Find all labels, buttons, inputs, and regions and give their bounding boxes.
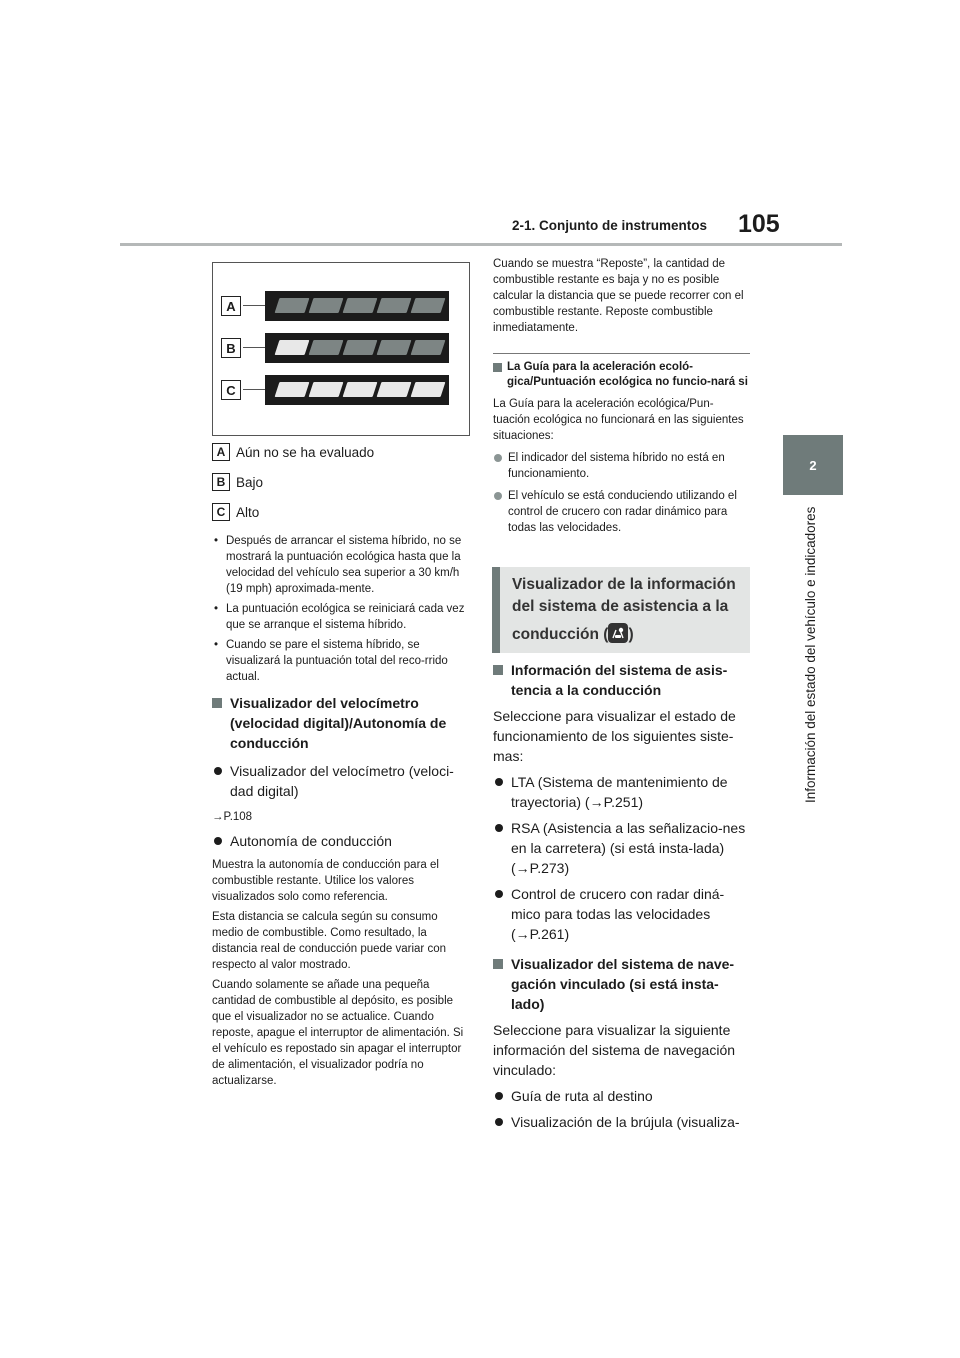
eco-score-figure <box>212 262 470 436</box>
eco-score-segment <box>377 340 412 355</box>
eco-score-segment <box>377 382 412 397</box>
section-heading-box <box>492 567 750 653</box>
right-column-eco <box>493 360 750 536</box>
paragraph-nav: Seleccione para visualizar la siguiente información del sistema de navegación vinculado: <box>493 1022 736 1078</box>
eco-score-segment <box>343 340 378 355</box>
nav-item: Visualización de la brújula (visualiza- <box>493 1112 750 1132</box>
eco-score-segment <box>343 382 378 397</box>
heading-nav: Visualizador del sistema de nave-gación vinculado (si está insta-lado) <box>493 954 750 1014</box>
eco-score-segment <box>309 298 344 313</box>
eco-score-segment <box>343 298 378 313</box>
paragraph-refuel: Cuando se muestra “Reposte”, la cantidad de combustible restante es baja y no es posible calcular la distancia que se puede recorrer con el combustible restante. Reposte combustible inmediatamente. <box>493 258 744 334</box>
left-column <box>212 533 466 1089</box>
nav-item: Guía de ruta al destino <box>493 1086 750 1106</box>
eco-score-bar-b <box>265 333 449 363</box>
item-range: Autonomía de conducción <box>212 831 466 851</box>
eco-score-segment <box>309 382 344 397</box>
eco-score-bar-c <box>265 375 449 405</box>
eco-item: El indicador del sistema híbrido no está en funcionamiento. <box>493 450 750 482</box>
item-speedometer: Visualizador del velocímetro (veloci-dad digital) <box>212 761 466 801</box>
legend-item-b <box>212 473 263 491</box>
legend-text-c: Alto <box>236 504 260 520</box>
chapter-tab: 2 <box>783 435 843 495</box>
figure-label-b: B <box>221 338 241 358</box>
legend-box-a: A <box>212 443 230 461</box>
driving-assist-icon <box>608 623 628 643</box>
legend-box-b: B <box>212 473 230 491</box>
eco-score-segment <box>411 298 446 313</box>
eco-score-segment <box>275 382 310 397</box>
figure-leader-line <box>243 347 267 348</box>
heading-eco: La Guía para la aceleración ecoló-gica/Puntuación ecológica no funcio-nará si <box>493 360 750 390</box>
legend-text-b: Bajo <box>236 474 264 490</box>
note-bullet: • Cuando se pare el sistema híbrido, se visualizará la puntuación total del reco-rrido actual. <box>212 637 466 685</box>
paragraph-range-2: Esta distancia se calcula según su consumo medio de combustible. Como resultado, la distancia real de conducción puede variar con respecto al valor mostrado. <box>212 911 446 971</box>
paragraph-eco: La Guía para la aceleración ecológica/Pun-tuación ecológica no funcionará en las siguientes situaciones: <box>493 398 744 442</box>
eco-score-segment <box>275 298 310 313</box>
figure-label-a: A <box>221 296 241 316</box>
eco-score-segment <box>411 340 446 355</box>
heading-assist: Información del sistema de asis-tencia a la conducción <box>493 660 750 700</box>
section-heading-line2: del sistema de asistencia a la <box>512 598 729 615</box>
assist-item: Control de crucero con radar diná-mico para todas las velocidades (→P.261) <box>493 884 750 944</box>
note-bullet: • Después de arrancar el sistema híbrido, no se mostrará la puntuación ecológica hasta que la velocidad del vehículo sea superior a 30 km/h (19 mph) aproximada-mente. <box>212 533 466 597</box>
legend-item-c <box>212 503 259 521</box>
eco-score-bar-a <box>265 291 449 321</box>
assist-item: RSA (Asistencia a las señalizacio-nes en la carretera) (si está insta-lada) (→P.273) <box>493 818 750 878</box>
section-heading-line3-close: ) <box>628 626 634 643</box>
right-column-assist <box>493 660 750 1132</box>
section-heading-line1: Visualizador de la información <box>512 576 736 593</box>
eco-score-segment <box>377 298 412 313</box>
legend-item-a <box>212 443 374 461</box>
figure-label-c: C <box>221 380 241 400</box>
eco-score-segment <box>275 340 310 355</box>
legend-text-a: Aún no se ha evaluado <box>236 444 375 460</box>
chapter-vertical-title <box>801 508 825 808</box>
legend-box-c: C <box>212 503 230 521</box>
section-heading-line3-text: conducción ( <box>512 626 609 643</box>
eco-score-segment <box>411 382 446 397</box>
eco-score-segment <box>309 340 344 355</box>
ref-speedometer: →P.108 <box>212 811 253 823</box>
paragraph-assist: Seleccione para visualizar el estado de funcionamiento de los siguientes siste-mas: <box>493 708 736 764</box>
figure-leader-line <box>243 305 267 306</box>
section-heading-line3 <box>512 623 634 644</box>
paragraph-range-3: Cuando solamente se añade una pequeña cantidad de combustible al depósito, es posible que el visualizador no se actualice. Cuando reposte, apague el interruptor de alimentación. Si el vehículo es repostado sin apagar el interruptor de alimentación, el visualizador podría no actualizarse. <box>212 979 464 1087</box>
assist-item: LTA (Sistema de mantenimiento de trayectoria) (→P.251) <box>493 772 750 812</box>
paragraph-range-1: Muestra la autonomía de conducción para el combustible restante. Utilice los valores visualizados solo como referencia. <box>212 859 439 903</box>
figure-leader-line <box>243 389 267 390</box>
right-column-top <box>493 256 750 336</box>
heading-speedometer: Visualizador del velocímetro (velocidad digital)/Autonomía de conducción <box>212 693 466 753</box>
eco-item: El vehículo se está conduciendo utilizando el control de crucero con radar dinámico para todas las velocidades. <box>493 488 750 536</box>
page-number: 105 <box>738 210 780 238</box>
section-title: 2-1. Conjunto de instrumentos <box>512 218 708 233</box>
note-bullet: • La puntuación ecológica se reiniciará cada vez que se arranque el sistema híbrido. <box>212 601 466 633</box>
chapter-vertical-label: Información del estado del vehículo e indicadores <box>803 506 818 803</box>
header-rule <box>120 243 842 246</box>
divider <box>493 353 750 354</box>
